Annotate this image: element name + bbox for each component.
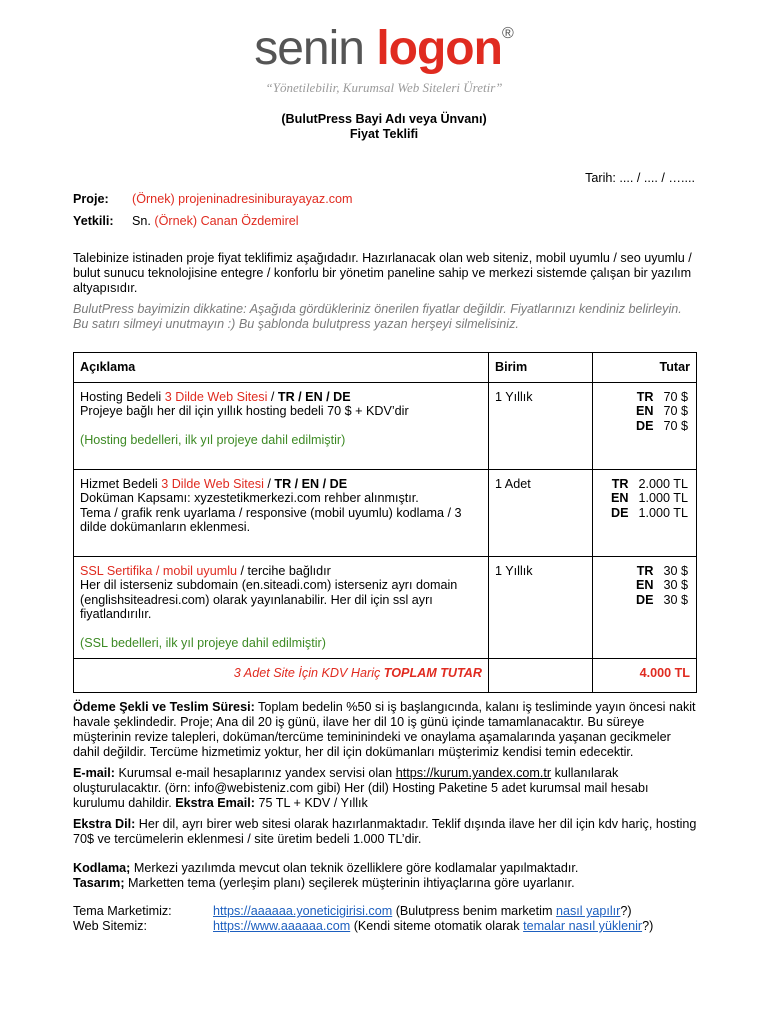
header-amount: Tutar <box>592 353 696 383</box>
project-label: Proje: <box>73 192 109 206</box>
intro-paragraph: Talebinize istinaden proje fiyat teklifimiz aşağıdadır. Hazırlanacak olan web siteniz, mobil uyumlu / seo uyumlu / bulut sunucu teknolojisine entegre / konforlu bir yönetim paneline sahip ve merkezi sistemde çalışan bir yazılım altyapısıdır. <box>73 251 692 295</box>
logo-tagline: “Yönetilebilir, Kurumsal Web Siteleri Üretir” <box>265 80 503 95</box>
design-info: Tasarım; Marketten tema (yerleşim planı) seçilerek müşterinin ihtiyaçlarına göre uyarlanır. <box>73 876 575 890</box>
website-link[interactable]: https://www.aaaaaa.com <box>213 919 351 933</box>
row-prices: TR 70 $ EN 70 $ DE 70 $ <box>592 382 696 469</box>
contact-value: Sn. (Örnek) Canan Özdemirel <box>132 214 299 228</box>
theme-market-link[interactable]: https://aaaaaa.yoneticigirisi.com <box>213 904 393 918</box>
total-label: 3 Adet Site İçin KDV Hariç TOPLAM TUTAR <box>74 658 489 692</box>
row-description: Hosting Bedeli 3 Dilde Web Sitesi / TR / EN / DE Projeye bağlı her dil için yıllık hosting bedeli 70 $ + KDV’dir (Hosting bedelleri, ilk yıl projeye dahil edilmiştir) <box>74 382 489 469</box>
row-note: (Hosting bedelleri, ilk yıl projeye dahil edilmiştir) <box>80 432 346 447</box>
how-to-link[interactable]: nasıl yapılır <box>555 904 621 918</box>
table-row <box>74 382 697 469</box>
registered-mark: ® <box>501 25 514 42</box>
table-row <box>74 469 697 556</box>
row-description: Hizmet Bedeli 3 Dilde Web Sitesi / TR / EN / DE Doküman Kapsamı: xyzestetikmerkezi.com rehber alınmıştır. Tema / grafik renk uyarlama / responsive (mobil uyumlu) kodlama / 3 dilde dokümanların eklenmesi. <box>74 469 489 556</box>
project-value: (Örnek) projeninadresiniburayayaz.com <box>132 192 353 206</box>
row-unit: 1 Yıllık <box>488 382 592 469</box>
total-row <box>74 658 697 692</box>
row-unit: 1 Yıllık <box>488 556 592 658</box>
total-unit-empty <box>488 658 592 692</box>
row-note: (SSL bedelleri, ilk yıl projeye dahil edilmiştir) <box>80 635 326 650</box>
row-description: SSL Sertifika / mobil uyumlu / tercihe bağlıdır Her dil isterseniz subdomain (en.siteadi.com) isterseniz ayrı domain (englishsiteadresi.com) olarak yayınlanabilir. Her dil için ssl ayrı fiyatlandırılır. (SSL bedelleri, ilk yıl projeye dahil edilmiştir) <box>74 556 489 658</box>
theme-install-link[interactable]: temalar nasıl yüklenir <box>523 919 643 933</box>
table-header-row <box>74 353 697 383</box>
yandex-link[interactable]: https://kurum.yandex.com.tr <box>395 766 552 780</box>
email-info: E-mail: Kurumsal e-mail hesaplarınız yandex servisi olan https://kurum.yandex.com.tr kullanılarak oluşturulacaktır. (örn: info@webisteniz.com gibi) Her (dil) Hosting Paketine 5 adet kurumsal mail hesabı kurulumu dahildir. Ekstra Email: 75 TL + KDV / Yıllık <box>73 766 649 810</box>
contact-label: Yetkili: <box>73 214 114 228</box>
logo-part1: senin <box>254 22 377 75</box>
company-name: (BulutPress Bayi Adı veya Ünvanı) <box>281 112 487 126</box>
header-description: Açıklama <box>74 353 489 383</box>
website-line: Web Sitemiz: https://www.aaaaaa.com (Kendi siteme otomatik olarak temalar nasıl yüklenir?) <box>73 919 654 933</box>
company-logo <box>0 22 768 76</box>
row-prices: TR 2.000 TL EN 1.000 TL DE 1.000 TL <box>592 469 696 556</box>
dealer-note: BulutPress bayimizin dikkatine: Aşağıda gördükleriniz önerilen fiyatlar değildir. Fiyatlarınızı kendiniz belirleyin. Bu satırı silmeyi unutmayın :) Bu şablonda bulutpress yazan herşeyi silmelisiniz. <box>73 302 682 331</box>
payment-terms: Ödeme Şekli ve Teslim Süresi: Toplam bedelin %50 si iş başlangıcında, kalanı iş tesliminde yayın öncesi nakit havale şeklindedir. Proje; Ana dil 20 iş günü, ilave her dil 10 iş günü içinde tamamlanacaktır. Bu süreye müşterinin revize talepleri, doküman/tercüme temininindeki ve onaylama aşamalarında yaşanan gecikmeler dahil değildir. Tercüme hizmetimiz yoktur, her dil için dokümanları müşterimiz kendisi temin edecektir. <box>73 700 696 759</box>
price-table <box>73 352 697 693</box>
row-prices: TR 30 $ EN 30 $ DE 30 $ <box>592 556 696 658</box>
theme-market-line: Tema Marketimiz: https://aaaaaa.yoneticigirisi.com (Bulutpress benim marketim nasıl yapılır?) <box>73 904 632 918</box>
coding-info: Kodlama; Merkezi yazılımda mevcut olan teknik özelliklere göre kodlamalar yapılmaktadır. <box>73 861 579 875</box>
header-unit: Birim <box>488 353 592 383</box>
total-value: 4.000 TL <box>592 658 696 692</box>
row-unit: 1 Adet <box>488 469 592 556</box>
table-row <box>74 556 697 658</box>
date-line: Tarih: .... / .... / ….... <box>585 171 695 185</box>
extra-language-info: Ekstra Dil: Her dil, ayrı birer web sitesi olarak hazırlanmaktadır. Teklif dışında ilave her dil için kdv hariç, hosting 70$ ve tercümelerin eklenmesi / site üretim bedeli 1.000 TL’dir. <box>73 817 697 846</box>
logo-part2: logon <box>376 22 502 75</box>
document-title: Fiyat Teklifi <box>349 127 419 141</box>
